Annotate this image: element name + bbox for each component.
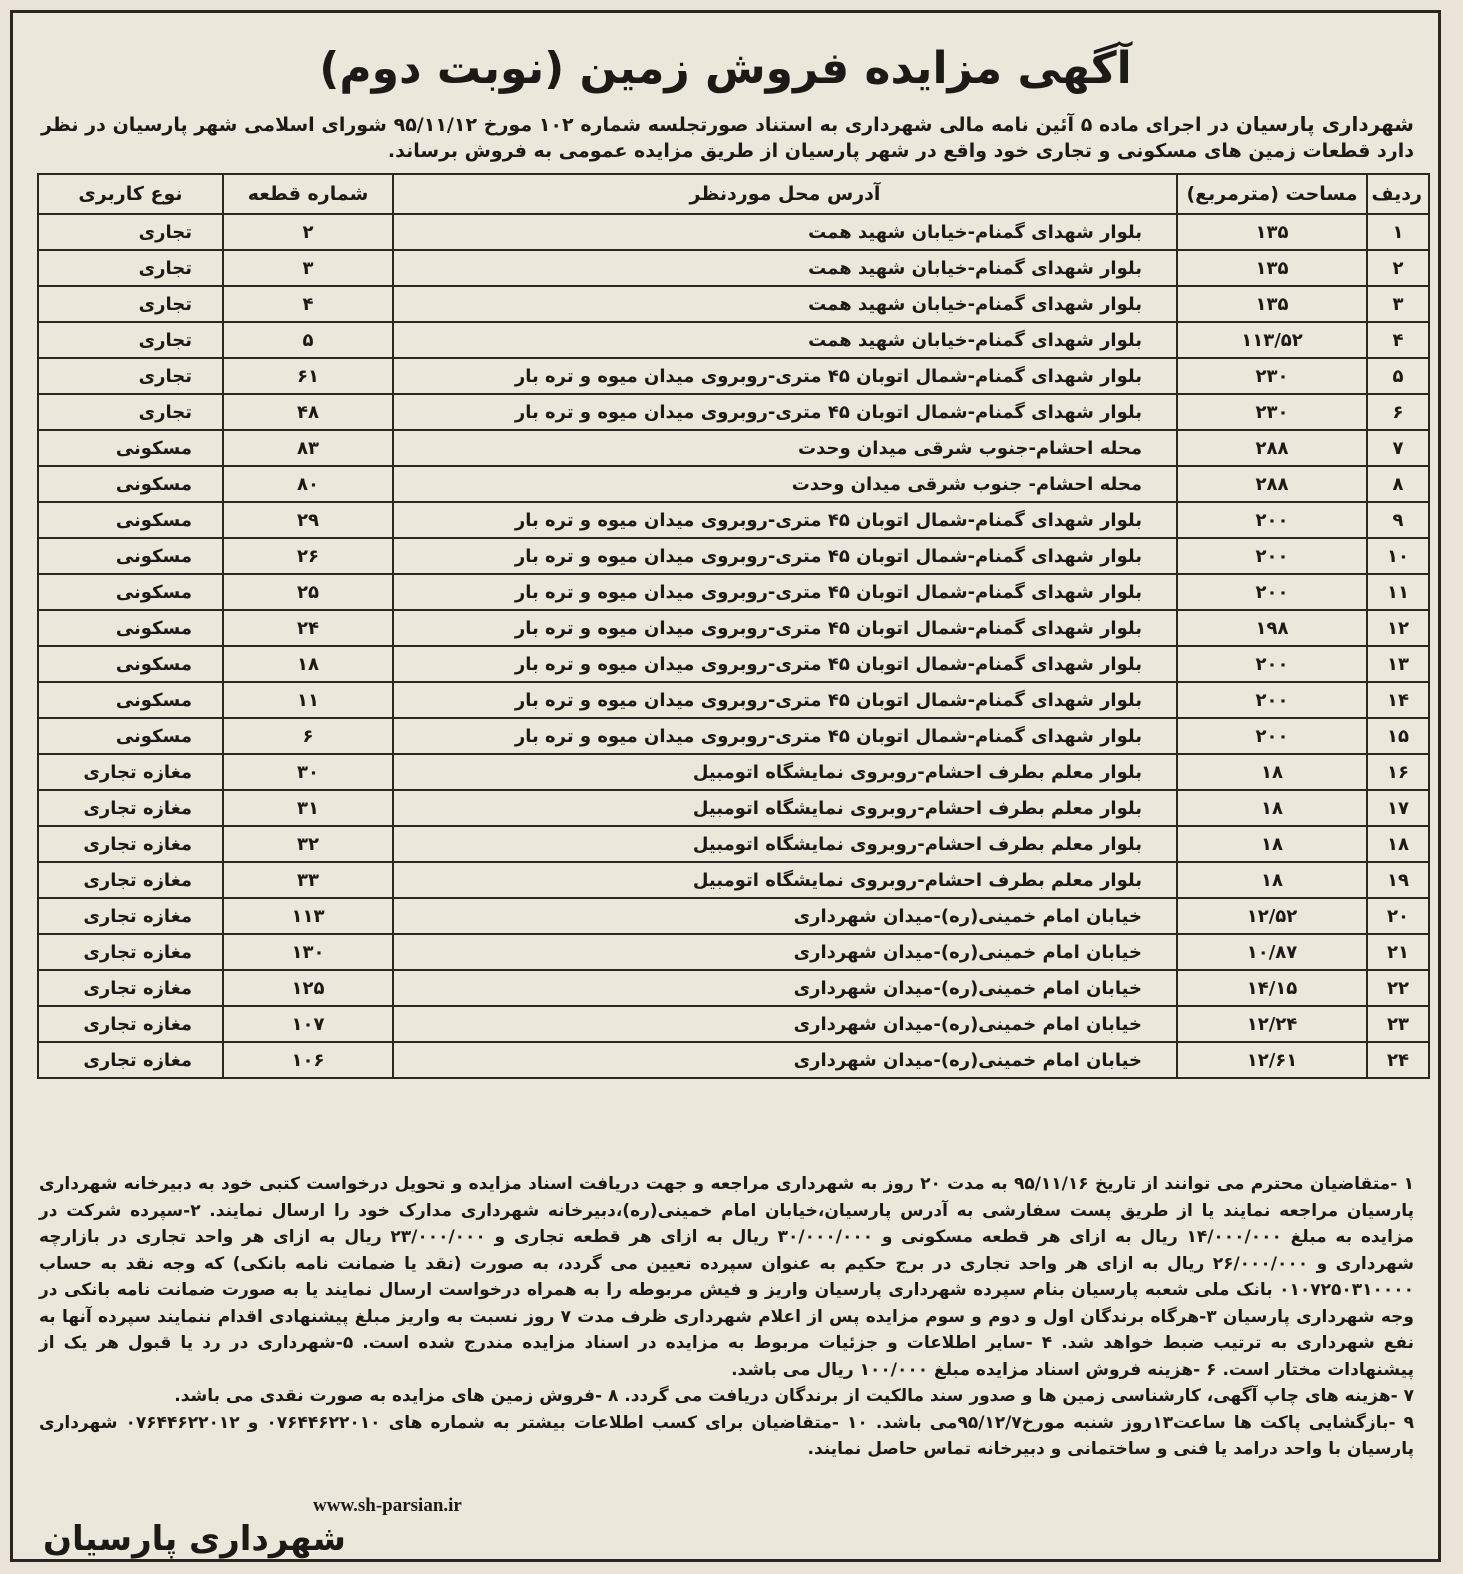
- table-row: [38, 826, 1429, 862]
- cell-plot-number: ۳۲: [223, 826, 393, 862]
- cell-address: بلوار شهدای گمنام-خیابان شهید همت: [393, 322, 1177, 358]
- cell-row-number: ۲۱: [1367, 934, 1429, 970]
- cell-usage: مسکونی: [38, 682, 223, 718]
- cell-usage: مسکونی: [38, 718, 223, 754]
- cell-address: خیابان امام خمینی(ره)-میدان شهرداری: [393, 898, 1177, 934]
- cell-row-number: ۲: [1367, 250, 1429, 286]
- cell-address: خیابان امام خمینی(ره)-میدان شهرداری: [393, 1006, 1177, 1042]
- cell-plot-number: ۶۱: [223, 358, 393, 394]
- intro-paragraph: [41, 111, 1414, 164]
- cell-row-number: ۱۵: [1367, 718, 1429, 754]
- cell-plot-number: ۲۶: [223, 538, 393, 574]
- table-row: [38, 790, 1429, 826]
- header-row-number: ردیف: [1367, 174, 1429, 214]
- table-row: [38, 214, 1429, 250]
- terms-paragraph-2: ۷ -هزینه های چاپ آگهی، کارشناسی زمین ها و صدور سند مالکیت از برندگان دریافت می گردد. ۸ -فروش زمین های مزایده به صورت نقدی می باشد.: [174, 1386, 1414, 1406]
- cell-address: بلوار معلم بطرف احشام-روبروی نمایشگاه اتومبیل: [393, 826, 1177, 862]
- table-row: [38, 538, 1429, 574]
- terms-section: [39, 1171, 1414, 1463]
- table-row: [38, 610, 1429, 646]
- cell-area: ۱۳۵: [1177, 250, 1367, 286]
- cell-area: ۱۱۳/۵۲: [1177, 322, 1367, 358]
- cell-plot-number: ۲۴: [223, 610, 393, 646]
- header-area: مساحت (مترمربع): [1177, 174, 1367, 214]
- table-row: [38, 718, 1429, 754]
- cell-address: بلوار معلم بطرف احشام-روبروی نمایشگاه اتومبیل: [393, 754, 1177, 790]
- table-row: [38, 358, 1429, 394]
- cell-address: بلوار شهدای گمنام-شمال اتوبان ۴۵ متری-روبروی میدان میوه و تره بار: [393, 682, 1177, 718]
- table-row: [38, 898, 1429, 934]
- cell-area: ۱۸: [1177, 826, 1367, 862]
- cell-row-number: ۳: [1367, 286, 1429, 322]
- table-row: [38, 322, 1429, 358]
- cell-area: ۱۲/۵۲: [1177, 898, 1367, 934]
- cell-area: ۱۰/۸۷: [1177, 934, 1367, 970]
- cell-plot-number: ۳۰: [223, 754, 393, 790]
- website-link[interactable]: www.sh-parsian.ir: [313, 1495, 462, 1516]
- cell-plot-number: ۱۱۳: [223, 898, 393, 934]
- cell-area: ۱۹۸: [1177, 610, 1367, 646]
- cell-usage: مسکونی: [38, 430, 223, 466]
- cell-plot-number: ۱۲۵: [223, 970, 393, 1006]
- cell-row-number: ۱۶: [1367, 754, 1429, 790]
- cell-row-number: ۱۲: [1367, 610, 1429, 646]
- cell-usage: مسکونی: [38, 538, 223, 574]
- cell-plot-number: ۲۵: [223, 574, 393, 610]
- table-row: [38, 574, 1429, 610]
- cell-area: ۲۰۰: [1177, 538, 1367, 574]
- cell-area: ۲۰۰: [1177, 502, 1367, 538]
- cell-area: ۱۸: [1177, 754, 1367, 790]
- cell-usage: مغازه تجاری: [38, 898, 223, 934]
- cell-address: محله احشام- جنوب شرقی میدان وحدت: [393, 466, 1177, 502]
- cell-plot-number: ۴۸: [223, 394, 393, 430]
- cell-row-number: ۱۷: [1367, 790, 1429, 826]
- cell-address: بلوار شهدای گمنام-شمال اتوبان ۴۵ متری-روبروی میدان میوه و تره بار: [393, 394, 1177, 430]
- cell-area: ۲۰۰: [1177, 574, 1367, 610]
- table-row: [38, 646, 1429, 682]
- table-header-row: [38, 174, 1429, 214]
- cell-plot-number: ۳۳: [223, 862, 393, 898]
- cell-plot-number: ۴: [223, 286, 393, 322]
- cell-row-number: ۴: [1367, 322, 1429, 358]
- cell-area: ۲۳۰: [1177, 394, 1367, 430]
- table-row: [38, 250, 1429, 286]
- cell-row-number: ۶: [1367, 394, 1429, 430]
- signature: شهرداری پارسیان: [43, 1519, 346, 1559]
- table-row: [38, 934, 1429, 970]
- cell-row-number: ۹: [1367, 502, 1429, 538]
- cell-address: خیابان امام خمینی(ره)-میدان شهرداری: [393, 934, 1177, 970]
- cell-address: بلوار شهدای گمنام-خیابان شهید همت: [393, 286, 1177, 322]
- table-row: [38, 754, 1429, 790]
- cell-address: بلوار شهدای گمنام-شمال اتوبان ۴۵ متری-روبروی میدان میوه و تره بار: [393, 610, 1177, 646]
- cell-area: ۲۰۰: [1177, 718, 1367, 754]
- cell-usage: تجاری: [38, 394, 223, 430]
- terms-paragraph-3: ۹ -بازگشایی پاکت ها ساعت۱۳روز شنبه مورخ۹۵/۱۲/۷می باشد. ۱۰ -متقاضیان برای کسب اطلاعات بیشتر به شماره های ۰۷۶۴۴۶۲۲۰۱۰ و ۰۷۶۴۴۶۲۲۰۱۲ شهرداری پارسیان با واحد درامد یا فنی و ساختمانی و دبیرخانه تماس حاصل نمایند.: [39, 1412, 1415, 1459]
- cell-plot-number: ۱۸: [223, 646, 393, 682]
- cell-row-number: ۱۹: [1367, 862, 1429, 898]
- cell-plot-number: ۵: [223, 322, 393, 358]
- cell-address: بلوار معلم بطرف احشام-روبروی نمایشگاه اتومبیل: [393, 790, 1177, 826]
- cell-row-number: ۱۸: [1367, 826, 1429, 862]
- cell-usage: مغازه تجاری: [38, 1042, 223, 1078]
- cell-usage: مغازه تجاری: [38, 1006, 223, 1042]
- cell-row-number: ۸: [1367, 466, 1429, 502]
- cell-row-number: ۲۰: [1367, 898, 1429, 934]
- cell-usage: مغازه تجاری: [38, 934, 223, 970]
- cell-address: بلوار شهدای گمنام-شمال اتوبان ۴۵ متری-روبروی میدان میوه و تره بار: [393, 718, 1177, 754]
- table-row: [38, 1006, 1429, 1042]
- cell-usage: مسکونی: [38, 646, 223, 682]
- header-address: آدرس محل موردنظر: [393, 174, 1177, 214]
- cell-area: ۱۲/۲۴: [1177, 1006, 1367, 1042]
- cell-row-number: ۵: [1367, 358, 1429, 394]
- cell-row-number: ۲۲: [1367, 970, 1429, 1006]
- cell-plot-number: ۲۹: [223, 502, 393, 538]
- cell-address: بلوار شهدای گمنام-شمال اتوبان ۴۵ متری-روبروی میدان میوه و تره بار: [393, 574, 1177, 610]
- cell-address: محله احشام-جنوب شرقی میدان وحدت: [393, 430, 1177, 466]
- cell-usage: تجاری: [38, 250, 223, 286]
- cell-plot-number: ۳: [223, 250, 393, 286]
- cell-plot-number: ۱۰۶: [223, 1042, 393, 1078]
- cell-usage: مغازه تجاری: [38, 862, 223, 898]
- cell-plot-number: ۱۱: [223, 682, 393, 718]
- cell-area: ۱۸: [1177, 862, 1367, 898]
- cell-row-number: ۲۴: [1367, 1042, 1429, 1078]
- cell-usage: مغازه تجاری: [38, 826, 223, 862]
- cell-plot-number: ۳۱: [223, 790, 393, 826]
- terms-paragraph-1: ۱ -متقاضیان محترم می توانند از تاریخ ۹۵/۱۱/۱۶ به مدت ۲۰ روز به شهرداری مراجعه و جهت دریافت اسناد مزایده و تحویل درخواست کتبی خود به دبیرخانه شهرداری پارسیان مراجعه نمایند یا از طریق پست سفارشی به آدرس پارسیان،خیابان امام خمینی(ره)،دبیرخانه شهرداری مدارک خود را ارسال نمایند. ۲-سپرده شرکت در مزایده به مبلغ ۱۴/۰۰۰/۰۰۰ ریال به ازای هر قطعه مسکونی و ۳۰/۰۰۰/۰۰۰ ریال به ازای هر قطعه تجاری و ۲۳/۰۰۰/۰۰۰ ریال به ازای هر واحد تجاری در بازارچه شهرداری و ۲۶/۰۰۰/۰۰۰ ریال به ازای هر واحد تجاری در برج حکیم به عنوان سپرده تعیین می گردد، به صورت (نقد یا ضمانت نامه بانکی) که وجه نقد به حساب ۰۱۰۷۲۵۰۳۱۰۰۰۰ بانک ملی شعبه پارسیان بنام سپرده شهرداری پارسیان واریز و فیش مربوطه را به همراه درخواست ارسال نمایند یا به صورت ضمانت نامه بانکی در وجه شهرداری پارسیان ۳-هرگاه برندگان اول و دوم و سوم مزایده پس از اعلام شهرداری ظرف مدت ۷ روز نسبت به واریز مبلغ پیشنهادی اقدام ننمایند سپرده آنها به نفع شهرداری به ترتیب ضبط خواهد شد. ۴ -سایر اطلاعات و جزئیات مربوط به مزایده در اسناد مزایده مندرج شده است. ۵-شهرداری در رد یا قبول هر یک از پیشنهادات مختار است. ۶ -هزینه فروش اسناد مزایده مبلغ ۱۰۰/۰۰۰ ریال می باشد.: [39, 1174, 1414, 1380]
- header-usage: نوع کاربری: [38, 174, 223, 214]
- cell-plot-number: ۲: [223, 214, 393, 250]
- cell-usage: مسکونی: [38, 466, 223, 502]
- cell-address: بلوار شهدای گمنام-خیابان شهید همت: [393, 250, 1177, 286]
- cell-address: بلوار معلم بطرف احشام-روبروی نمایشگاه اتومبیل: [393, 862, 1177, 898]
- cell-row-number: ۷: [1367, 430, 1429, 466]
- cell-usage: تجاری: [38, 214, 223, 250]
- cell-area: ۱۴/۱۵: [1177, 970, 1367, 1006]
- table-row: [38, 1042, 1429, 1078]
- cell-usage: تجاری: [38, 286, 223, 322]
- cell-plot-number: ۱۰۷: [223, 1006, 393, 1042]
- cell-usage: مسکونی: [38, 610, 223, 646]
- cell-address: بلوار شهدای گمنام-شمال اتوبان ۴۵ متری-روبروی میدان میوه و تره بار: [393, 538, 1177, 574]
- cell-usage: تجاری: [38, 358, 223, 394]
- cell-area: ۱۳۵: [1177, 286, 1367, 322]
- notice-title: آگهی مزایده فروش زمین (نوبت دوم): [319, 43, 1132, 94]
- table-row: [38, 970, 1429, 1006]
- table-row: [38, 862, 1429, 898]
- cell-row-number: ۱۳: [1367, 646, 1429, 682]
- cell-usage: مسکونی: [38, 574, 223, 610]
- cell-usage: مغازه تجاری: [38, 790, 223, 826]
- cell-address: بلوار شهدای گمنام-خیابان شهید همت: [393, 214, 1177, 250]
- cell-plot-number: ۱۳۰: [223, 934, 393, 970]
- cell-row-number: ۱۴: [1367, 682, 1429, 718]
- cell-area: ۱۳۵: [1177, 214, 1367, 250]
- cell-address: خیابان امام خمینی(ره)-میدان شهرداری: [393, 970, 1177, 1006]
- table-row: [38, 466, 1429, 502]
- table-row: [38, 394, 1429, 430]
- table-row: [38, 502, 1429, 538]
- intro-org: شهرداری پارسیان: [1235, 112, 1414, 136]
- cell-address: بلوار شهدای گمنام-شمال اتوبان ۴۵ متری-روبروی میدان میوه و تره بار: [393, 502, 1177, 538]
- header-plot-number: شماره قطعه: [223, 174, 393, 214]
- cell-usage: تجاری: [38, 322, 223, 358]
- cell-area: ۱۸: [1177, 790, 1367, 826]
- cell-plot-number: ۶: [223, 718, 393, 754]
- table-row: [38, 682, 1429, 718]
- cell-area: ۲۳۰: [1177, 358, 1367, 394]
- cell-address: خیابان امام خمینی(ره)-میدان شهرداری: [393, 1042, 1177, 1078]
- plots-table: [37, 173, 1430, 1079]
- cell-row-number: ۱۰: [1367, 538, 1429, 574]
- notice-page: [10, 10, 1441, 1562]
- cell-usage: مغازه تجاری: [38, 970, 223, 1006]
- table-row: [38, 430, 1429, 466]
- cell-area: ۱۲/۶۱: [1177, 1042, 1367, 1078]
- cell-row-number: ۱۱: [1367, 574, 1429, 610]
- cell-usage: مسکونی: [38, 502, 223, 538]
- cell-area: ۲۸۸: [1177, 466, 1367, 502]
- cell-row-number: ۲۳: [1367, 1006, 1429, 1042]
- cell-area: ۲۰۰: [1177, 682, 1367, 718]
- cell-address: بلوار شهدای گمنام-شمال اتوبان ۴۵ متری-روبروی میدان میوه و تره بار: [393, 358, 1177, 394]
- table-row: [38, 286, 1429, 322]
- cell-plot-number: ۸۳: [223, 430, 393, 466]
- cell-address: بلوار شهدای گمنام-شمال اتوبان ۴۵ متری-روبروی میدان میوه و تره بار: [393, 646, 1177, 682]
- cell-area: ۲۰۰: [1177, 646, 1367, 682]
- cell-area: ۲۸۸: [1177, 430, 1367, 466]
- cell-plot-number: ۸۰: [223, 466, 393, 502]
- cell-usage: مغازه تجاری: [38, 754, 223, 790]
- intro-text: در اجرای ماده ۵ آئین نامه مالی شهرداری به استناد صورتجلسه شماره ۱۰۲ مورخ ۹۵/۱۱/۱۲ شورای اسلامی شهر پارسیان در نظر دارد قطعات زمین های مسکونی و تجاری خود واقع در شهر پارسیان از طریق مزایده عمومی به فروش برساند.: [41, 114, 1414, 162]
- cell-row-number: ۱: [1367, 214, 1429, 250]
